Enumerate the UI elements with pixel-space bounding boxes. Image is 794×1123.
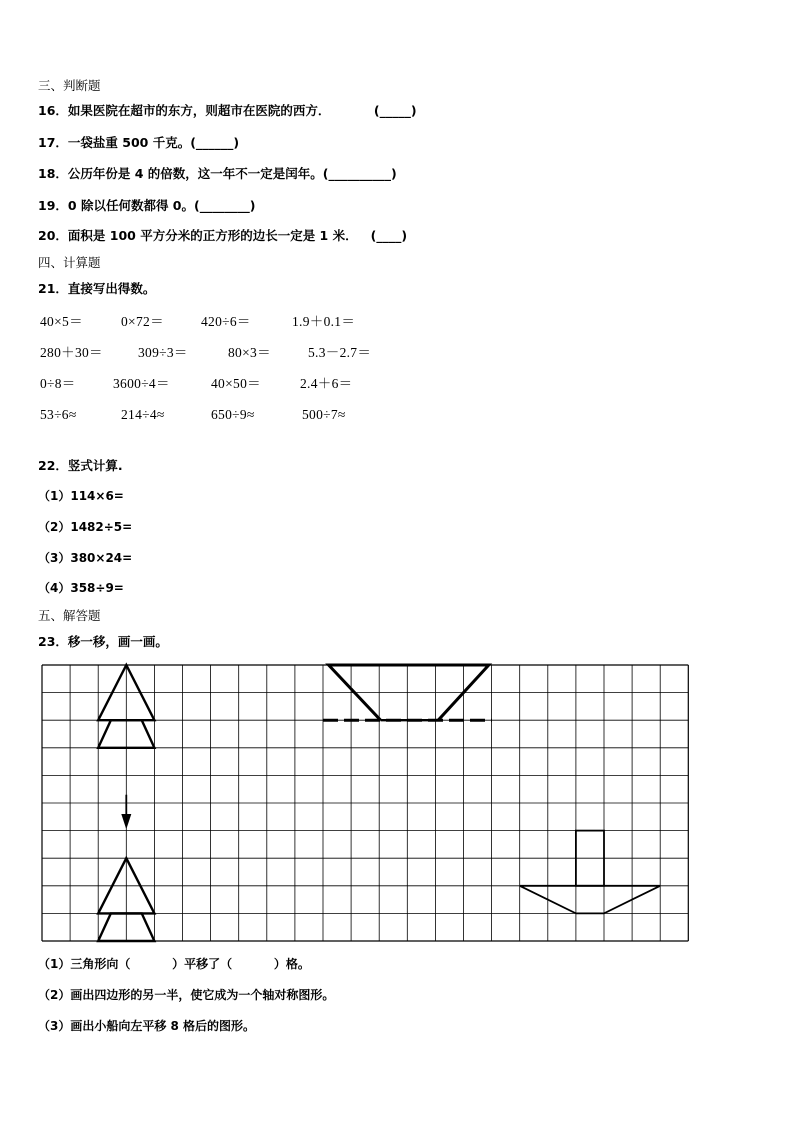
question-23-sub-1: （1）三角形向（ ）平移了（ ）格。 <box>38 957 310 971</box>
question-21-title: 21．直接写出得数。 <box>38 281 156 296</box>
arith-cell: 280＋30＝ <box>40 345 103 360</box>
question-19: 19．0 除以任何数都得 0。(________) <box>38 198 256 213</box>
question-22-item: （4）358÷9= <box>38 581 124 595</box>
question-23-sub-2: （2）画出四边形的另一半，使它成为一个轴对称图形。 <box>38 988 335 1002</box>
arith-cell: 2.4＋6＝ <box>300 376 353 391</box>
section-heading-calculation: 四、计算题 <box>38 255 101 270</box>
section-heading-judgement: 三、判断题 <box>38 78 101 93</box>
arith-cell: 500÷7≈ <box>302 407 346 422</box>
question-22-item: （1）114×6= <box>38 489 124 503</box>
arith-cell: 309÷3＝ <box>138 345 188 360</box>
section-heading-solution: 五、解答题 <box>38 608 101 623</box>
question-23-sub-3: （3）画出小船向左平移 8 格后的图形。 <box>38 1019 256 1033</box>
arith-cell: 0÷8＝ <box>40 376 76 391</box>
arith-cell: 3600÷4＝ <box>113 376 170 391</box>
question-22-item: （3）380×24= <box>38 551 133 565</box>
arith-cell: 5.3－2.7＝ <box>308 345 372 360</box>
arith-cell: 420÷6＝ <box>201 314 251 329</box>
arith-cell: 650÷9≈ <box>211 407 255 422</box>
arith-cell: 80×3＝ <box>228 345 271 360</box>
arith-cell: 40×50＝ <box>211 376 261 391</box>
question-22-item: （2）1482÷5= <box>38 520 133 534</box>
arith-cell: 1.9＋0.1＝ <box>292 314 356 329</box>
question-20: 20．面积是 100 平方分米的正方形的边长一定是 1 米． (____) <box>38 228 408 243</box>
arrow-head <box>121 814 131 829</box>
arith-cell: 40×5＝ <box>40 314 83 329</box>
arith-cell: 214÷4≈ <box>121 407 165 422</box>
question-16: 16．如果医院在超市的东方，则超市在医院的西方． (_____) <box>38 103 417 118</box>
boat-hull <box>520 886 661 914</box>
arith-cell: 0×72＝ <box>121 314 164 329</box>
question-18: 18．公历年份是 4 的倍数，这一年不一定是闰年。(__________) <box>38 166 397 181</box>
question-17: 17．一袋盐重 500 千克。(______) <box>38 135 240 150</box>
arith-cell: 53÷6≈ <box>40 407 77 422</box>
question-23-title: 23．移一移，画一画。 <box>38 634 168 649</box>
question-22-title: 22．竖式计算. <box>38 458 123 473</box>
